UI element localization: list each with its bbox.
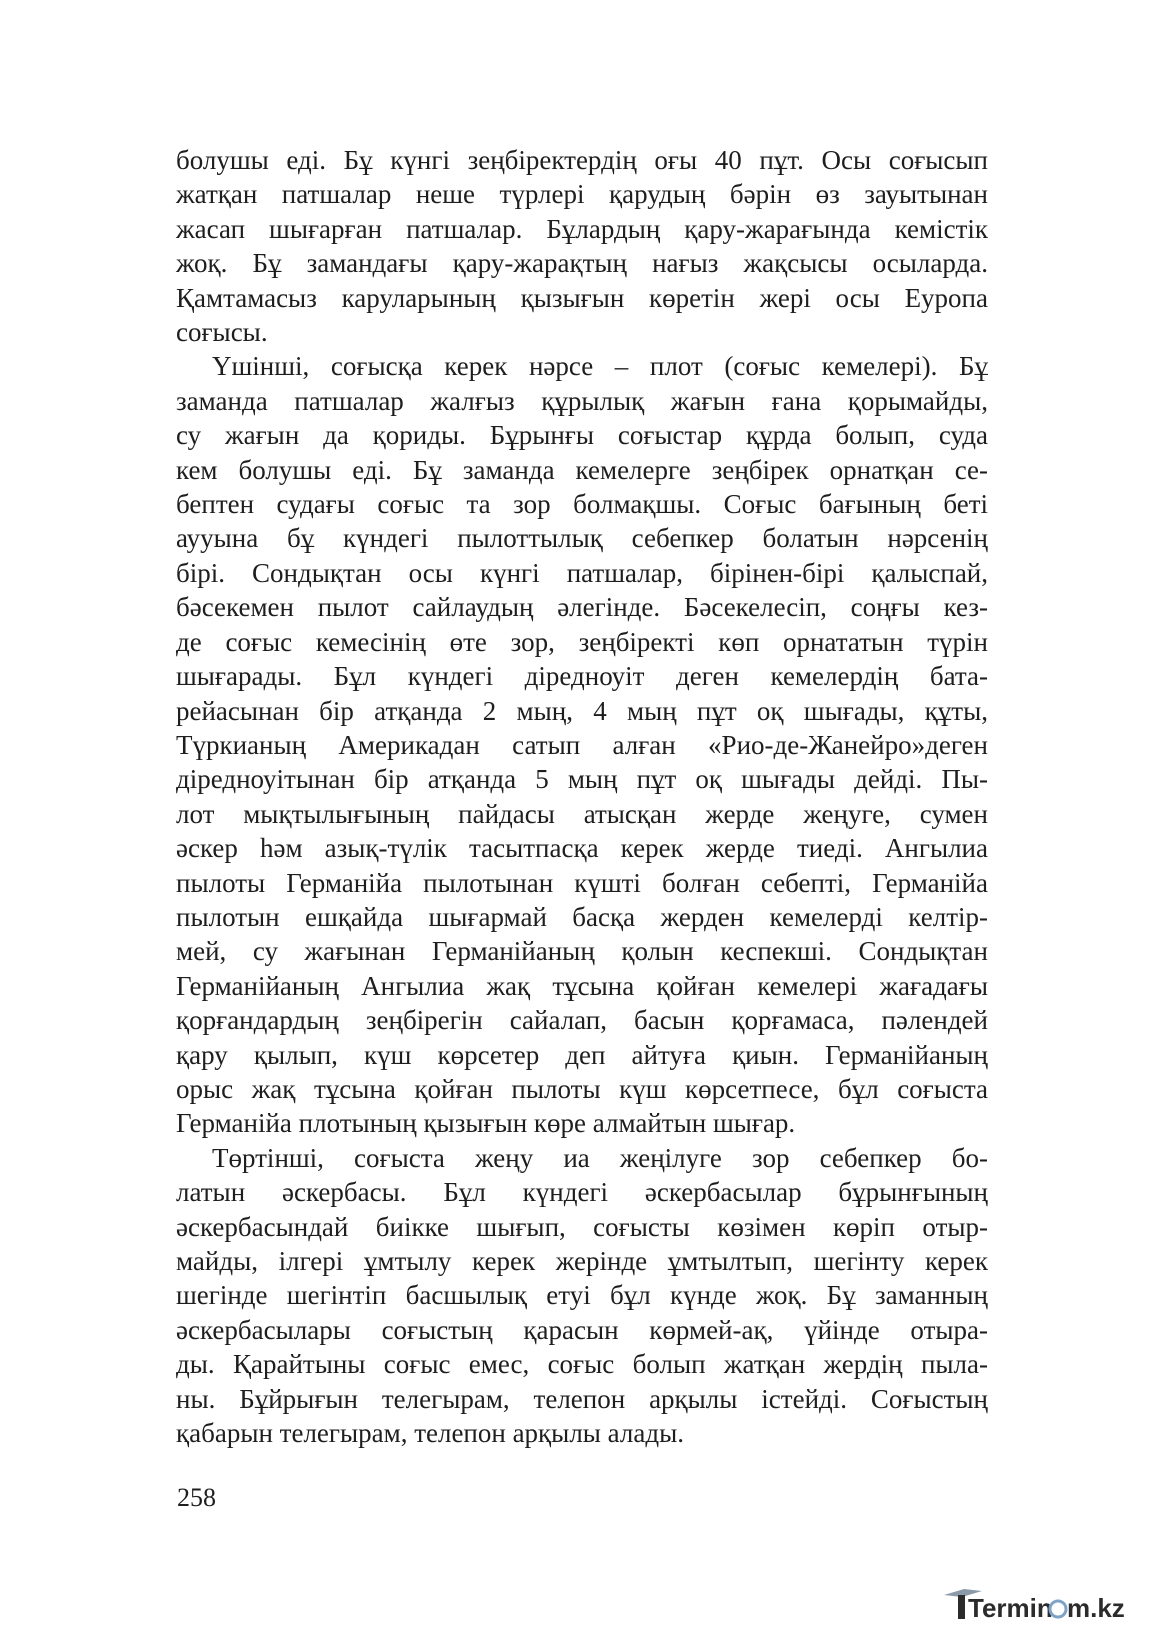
text-line: шығарады. Бұл күндегі діредноуіт деген кемелердің бата-	[176, 661, 988, 692]
logo-t-stem	[958, 1595, 965, 1619]
text-line: пылоты Германійа пылотынан күшті болған себепті, Германійа	[176, 867, 988, 898]
paragraph	[176, 1141, 988, 1451]
text-line: шегінде шегінтіп басшылық етуі бұл күнде жоқ. Бұ заманның	[176, 1280, 988, 1311]
text-line: де соғыс кемесінің өте зор, зеңбіректі көп орнататын түрін	[176, 626, 988, 657]
text-line: заманда патшалар жалғыз құрылық жағын ғана қорымайды,	[176, 385, 988, 416]
paragraph	[176, 349, 988, 1140]
text-line: жасап шығарған патшалар. Бұлардың қару-жарағында кемістік	[176, 213, 988, 244]
termincom-logo	[942, 1583, 1142, 1623]
text-line: пылотын ешқайда шығармай басқа жерден кемелерді келтір-	[176, 901, 988, 932]
text-line: қару қылып, күш көрсетер деп айтуға қиын. Германійаның	[176, 1039, 988, 1070]
text-line: Төртінші, соғыста жеңу иа жеңілуге зор себепкер бо-	[212, 1142, 988, 1173]
text-line: болушы еді. Бұ күнгі зеңбіректердің оғы 40 пұт. Осы соғысып	[176, 145, 988, 175]
page-number: 258	[177, 1483, 216, 1512]
text-line: Германійаның Ангылиа жақ тұсына қойған кемелері жағадағы	[176, 970, 988, 1001]
text-line: қорғандардың зеңбірегін сайалап, басын қорғамаса, пәлендей	[176, 1005, 988, 1036]
text-line: ны. Бұйрығын телегырам, телепон арқылы істейді. Соғыстың	[176, 1383, 988, 1414]
text-line: Қамтамасыз каруларының қызығын көретін жері осы Еуропа	[176, 282, 988, 313]
logo-text-mkz: m.kz	[1067, 1593, 1125, 1623]
text-line: жатқан патшалар неше түрлері қарудың бәрін өз зауытынан	[176, 179, 988, 210]
text-line: майды, ілгері ұмтылу керек жерінде ұмтылтып, шегінту керек	[176, 1246, 988, 1276]
text-line: соғысы.	[176, 317, 268, 348]
text-line: бәсекемен пылот сайлаудың әлегінде. Бәсекелесіп, соңғы кез-	[176, 592, 988, 623]
logo-text-termin: Termin	[968, 1593, 1053, 1623]
paragraph	[176, 143, 988, 349]
text-line: Үшінші, соғысқа керек нәрсе – плот (соғыс кемелері). Бұ	[212, 351, 988, 382]
text-line: діредноуітынан бір атқанда 5 мың пұт оқ шығады дейді. Пы-	[176, 764, 988, 795]
text-line: Түркианың Америкадан сатып алған «Рио-де-Жанейро»деген	[176, 729, 988, 760]
text-line: лот мықтылығының пайдасы атысқан жерде жеңуге, сумен	[176, 798, 988, 829]
text-line: әскер һәм азық-түлік тасытпасқа керек жерде тиеді. Ангылиа	[176, 833, 988, 864]
text-line: бірі. Сондықтан осы күнгі патшалар, бірінен-бірі қалыспай,	[176, 557, 988, 588]
text-line: бептен судағы соғыс та зор болмақшы. Соғыс бағының беті	[176, 489, 988, 520]
text-line: әскербасылары соғыстың қарасын көрмей-ақ, үйінде отыра-	[176, 1314, 988, 1345]
text-line: су жағын да қориды. Бұрынғы соғыстар құрда болып, суда	[176, 420, 988, 451]
body-text	[176, 143, 988, 1450]
text-line: қабарын телегырам, телепон арқылы алады.	[176, 1418, 684, 1449]
text-line: әскербасындай биікке шығып, соғысты көзімен көріп отыр-	[176, 1211, 988, 1242]
text-line: аууына бұ күндегі пылоттылық себепкер болатын нәрсенің	[176, 523, 988, 554]
text-line: ды. Қарайтыны соғыс емес, соғыс болып жатқан жердің пыла-	[176, 1349, 988, 1380]
text-line: орыс жақ тұсына қойған пылоты күш көрсетпесе, бұл соғыста	[176, 1073, 988, 1104]
text-line: кем болушы еді. Бұ заманда кемелерге зеңбірек орнатқан се-	[176, 454, 988, 485]
text-line: Германійа плотының қызығын көре алмайтын шығар.	[176, 1108, 796, 1139]
text-line: жоқ. Бұ замандағы қару-жарақтың нағыз жақсысы осыларда.	[176, 248, 988, 279]
text-line: латын әскербасы. Бұл күндегі әскербасылар бұрынғының	[176, 1177, 988, 1208]
text-line: рейасынан бір атқанда 2 мың, 4 мың пұт оқ шығады, құты,	[176, 695, 988, 726]
text-line: мей, су жағынан Германійаның қолын кеспекші. Сондықтан	[176, 936, 988, 967]
